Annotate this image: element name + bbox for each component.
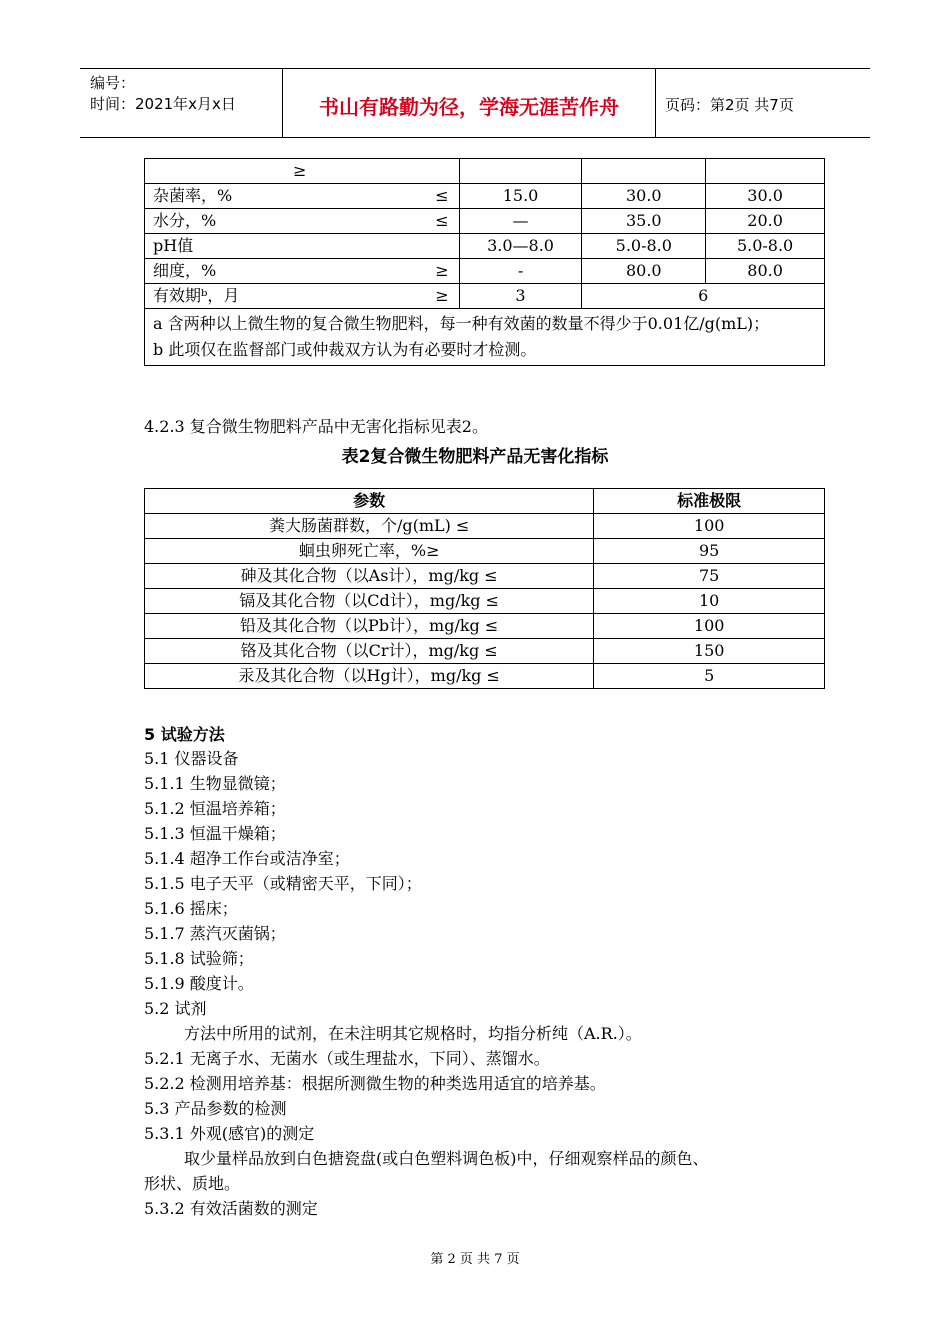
table-cell: 150 <box>594 639 825 664</box>
table-cell: 铬及其化合物（以Cr计），mg/kg ≤ <box>145 639 594 664</box>
section-5-title: 5 试验方法 <box>144 725 225 744</box>
table-cell <box>459 159 582 184</box>
reagent-note: 方法中所用的试剂，在未注明其它规格时，均指分析纯（A.R.）。 <box>184 1024 642 1043</box>
row-label: 水分，% <box>153 211 217 230</box>
table-row <box>145 589 825 614</box>
table-cell: 砷及其化合物（以As计），mg/kg ≤ <box>145 564 594 589</box>
text-line: 5.1.8 试验筛； <box>144 949 254 968</box>
harmless-indicator-table <box>144 488 825 689</box>
header-meta <box>90 73 236 115</box>
comparison-symbol: ≥ <box>293 161 307 180</box>
text-line: 5.2.2 检测用培养基：根据所测微生物的种类选用适宜的培养基。 <box>144 1074 606 1093</box>
row-label: 细度，% <box>153 261 217 280</box>
table-cell: 35.0 <box>582 209 706 234</box>
table-cell: 5.0-8.0 <box>582 234 706 259</box>
page-footer: 第 2 页 共 7 页 <box>430 1252 520 1267</box>
table-notes <box>145 309 825 366</box>
text-line: 5.1.4 超净工作台或洁净室； <box>144 849 350 868</box>
header-divider <box>655 69 656 137</box>
comparison-symbol: ≥ <box>435 261 449 280</box>
table-row <box>145 234 825 259</box>
comparison-symbol: ≥ <box>435 286 449 305</box>
table-row <box>145 309 825 366</box>
text-line: 5.1.3 恒温干燥箱； <box>144 824 286 843</box>
table-row <box>145 614 825 639</box>
table-cell: 汞及其化合物（以Hg计），mg/kg ≤ <box>145 664 594 689</box>
table-cell: - <box>459 259 582 284</box>
table-row <box>145 259 825 284</box>
table-cell: 95 <box>594 539 825 564</box>
row-label: 有效期ᵇ，月 <box>153 286 240 305</box>
table-cell <box>145 284 460 309</box>
header-page-number: 页码：第2页 共7页 <box>665 96 794 114</box>
table-cell: 5 <box>594 664 825 689</box>
text-line: 5.1.2 恒温培养箱； <box>144 799 286 818</box>
table-row <box>145 564 825 589</box>
text-line: 5.1.5 电子天平（或精密天平，下同）； <box>144 874 422 893</box>
table-cell: 6 <box>582 284 825 309</box>
text-line: 5.3.1 外观(感官)的测定 <box>144 1124 315 1143</box>
note-b: b 此项仅在监督部门或仲裁双方认为有必要时才检测。 <box>153 340 537 359</box>
row-label: pH值 <box>153 236 194 255</box>
text-line: 5.1.6 摇床； <box>144 899 238 918</box>
column-header: 参数 <box>145 489 594 514</box>
table-cell: 30.0 <box>582 184 706 209</box>
table-cell: 铅及其化合物（以Pb计），mg/kg ≤ <box>145 614 594 639</box>
comparison-symbol: ≤ <box>435 211 449 230</box>
text-line: 5.1.7 蒸汽灭菌锅； <box>144 924 286 943</box>
header-motto: 书山有路勤为径，学海无涯苦作舟 <box>319 95 619 119</box>
text-line: 5.2 试剂 <box>144 999 207 1018</box>
table-cell: 蛔虫卵死亡率，%≥ <box>145 539 594 564</box>
text-line: 5.3.2 有效活菌数的测定 <box>144 1199 318 1218</box>
table-cell: 10 <box>594 589 825 614</box>
table-cell <box>145 209 460 234</box>
text-line: 5.2.1 无离子水、无菌水（或生理盐水，下同）、蒸馏水。 <box>144 1049 550 1068</box>
appearance-paragraph: 取少量样品放到白色搪瓷盘(或白色塑料调色板)中，仔细观察样品的颜色、 <box>184 1149 709 1168</box>
table-cell: 3.0—8.0 <box>459 234 582 259</box>
note-a: a 含两种以上微生物的复合微生物肥料，每一种有效菌的数量不得少于0.01亿/g(mL)； <box>153 314 770 333</box>
comparison-symbol: ≤ <box>435 186 449 205</box>
table-cell <box>145 234 460 259</box>
table-cell <box>145 159 460 184</box>
table-cell: 5.0-8.0 <box>706 234 825 259</box>
table-cell: 100 <box>594 514 825 539</box>
table-cell: 3 <box>459 284 582 309</box>
serial-label: 编号： <box>90 74 136 92</box>
table-row <box>145 184 825 209</box>
table-row <box>145 284 825 309</box>
table-row <box>145 539 825 564</box>
table2-caption: 表2复合微生物肥料产品无害化指标 <box>341 447 609 467</box>
table-row <box>145 664 825 689</box>
table-cell <box>145 259 460 284</box>
indicator-table-continued <box>144 158 825 366</box>
text-line: 5.1 仪器设备 <box>144 749 239 768</box>
table-row <box>145 159 825 184</box>
table-cell: 20.0 <box>706 209 825 234</box>
table-row <box>145 209 825 234</box>
table-cell: 15.0 <box>459 184 582 209</box>
column-header: 标准极限 <box>594 489 825 514</box>
table-row <box>145 514 825 539</box>
text-line: 5.1.1 生物显微镜； <box>144 774 286 793</box>
time-label: 时间：2021年x月x日 <box>90 95 236 113</box>
table-cell <box>582 159 706 184</box>
page-header <box>80 68 870 138</box>
table-cell <box>706 159 825 184</box>
table-cell: 75 <box>594 564 825 589</box>
table-header-row <box>145 489 825 514</box>
table-cell: 100 <box>594 614 825 639</box>
paragraph-4-2-3: 4.2.3 复合微生物肥料产品中无害化指标见表2。 <box>144 417 488 436</box>
table-cell: 粪大肠菌群数，个/g(mL) ≤ <box>145 514 594 539</box>
appearance-paragraph-cont: 形状、质地。 <box>144 1174 241 1193</box>
table-row <box>145 639 825 664</box>
table-cell: 30.0 <box>706 184 825 209</box>
table-cell <box>145 184 460 209</box>
table-cell: — <box>459 209 582 234</box>
text-line: 5.1.9 酸度计。 <box>144 974 254 993</box>
table-cell: 80.0 <box>582 259 706 284</box>
table-cell: 80.0 <box>706 259 825 284</box>
text-line: 5.3 产品参数的检测 <box>144 1099 287 1118</box>
row-label: 杂菌率，% <box>153 186 233 205</box>
table-cell: 镉及其化合物（以Cd计），mg/kg ≤ <box>145 589 594 614</box>
